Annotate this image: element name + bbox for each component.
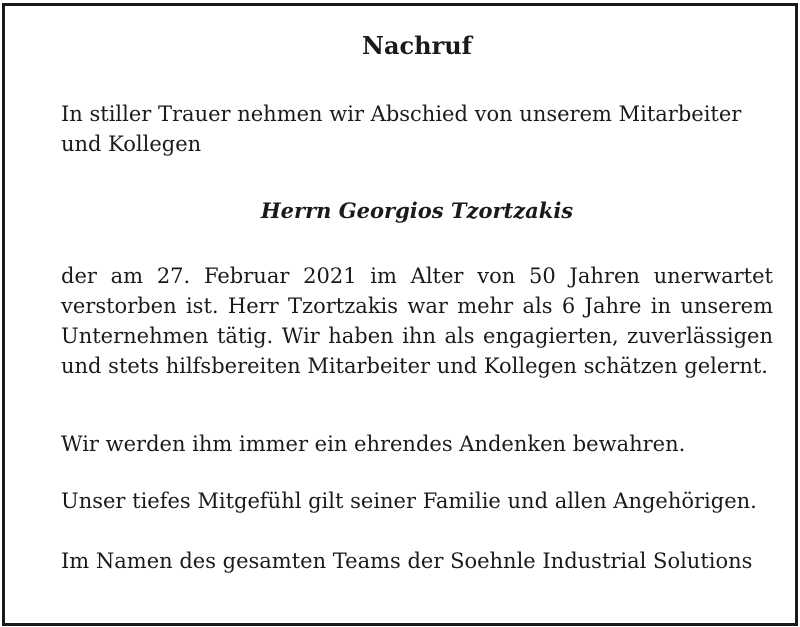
- sympathy-paragraph: Unser tiefes Mitgefühl gilt seiner Familie und allen Angehörigen.: [61, 489, 757, 513]
- intro-paragraph: In stiller Trauer nehmen wir Abschied von unserem Mitarbeiter und Kollegen: [61, 102, 742, 156]
- main-paragraph: der am 27. Februar 2021 im Alter von 50 Jahren unerwartet verstorben ist. Herr Tzortzakis war mehr als 6 Jahre in unserem Unternehmen tätig. Wir haben ihn als engagierten, zuverlässigen und stets hilfsbereiten Mitarbeiter und Kollegen schätzen gelernt.: [61, 264, 773, 378]
- closing-signature: Im Namen des gesamten Teams der Soehnle Industrial Solutions: [61, 549, 753, 573]
- obituary-frame: [2, 3, 798, 626]
- deceased-name: Herrn Georgios Tzortzakis: [260, 198, 574, 223]
- obituary-title: Nachruf: [362, 31, 472, 60]
- remembrance-sentence: Wir werden ihm immer ein ehrendes Andenken bewahren.: [61, 432, 686, 456]
